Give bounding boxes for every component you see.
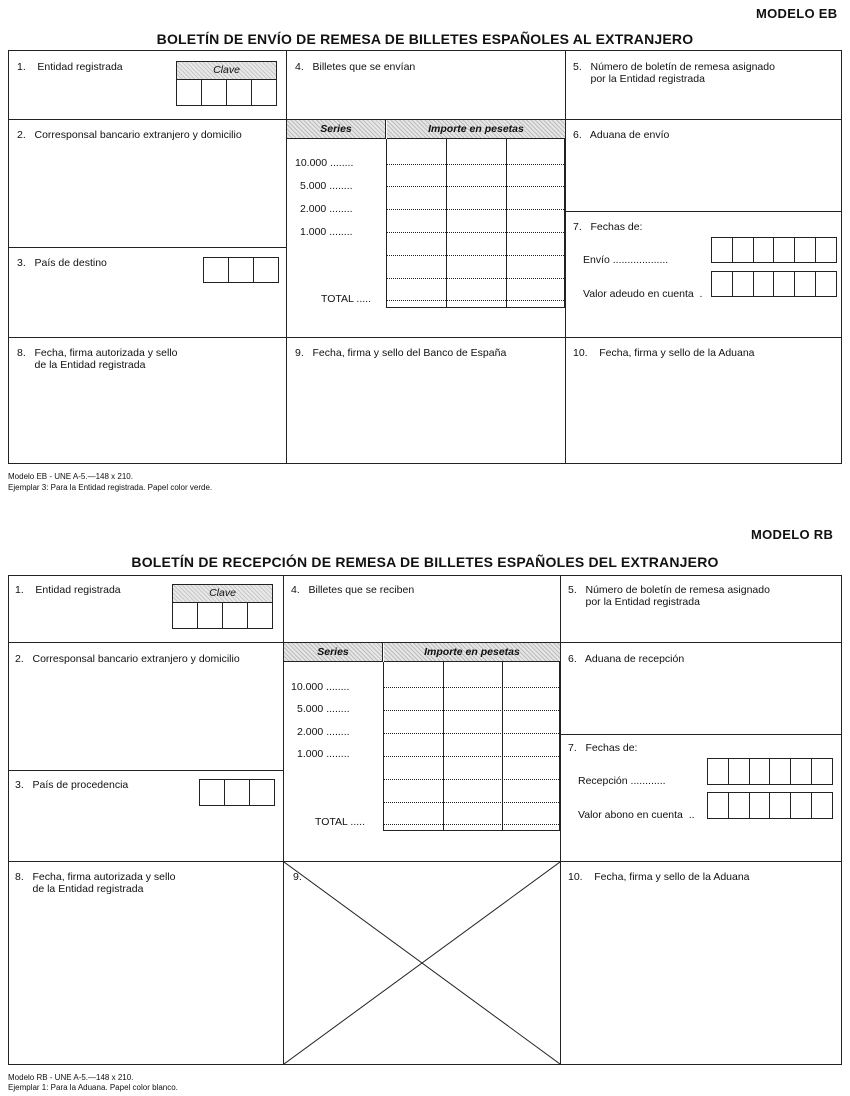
eb-series-5000: 5.000 ........ — [300, 180, 353, 192]
eb-field-10-label: 10. Fecha, firma y sello de la Aduana — [573, 347, 755, 359]
eb-field-1-label: 1. Entidad registrada — [17, 61, 123, 73]
eb-field-7-label: 7. Fechas de: — [573, 221, 643, 233]
eb-series-total: TOTAL ..... — [321, 293, 371, 305]
rb-importe-header: Importe en pesetas — [384, 643, 560, 662]
rb-field-9-cross — [284, 862, 560, 1064]
eb-field-3-label: 3. País de destino — [17, 257, 107, 269]
rb-clave-box[interactable] — [172, 584, 273, 629]
eb-clave-header: Clave — [177, 62, 276, 80]
eb-footnote-1: Modelo EB - UNE A-5.—148 x 210. — [8, 472, 133, 481]
rb-field-3-label: 3. País de procedencia — [15, 779, 129, 791]
rb-field-1-label: 1. Entidad registrada — [15, 584, 121, 596]
eb-date-valor-label: Valor adeudo en cuenta . — [583, 288, 703, 300]
rb-form-title: BOLETÍN DE RECEPCIÓN DE REMESA DE BILLETES ESPAÑOLES DEL EXTRANJERO — [131, 554, 719, 570]
modelo-rb-label: MODELO RB — [751, 527, 834, 542]
rb-series-5000: 5.000 ........ — [297, 703, 350, 715]
rb-footnote-2: Ejemplar 1: Para la Aduana. Papel color blanco. — [8, 1083, 178, 1092]
rb-date-recepcion-boxes[interactable] — [707, 758, 833, 785]
rb-series-total: TOTAL ..... — [315, 816, 365, 828]
eb-field-6-label: 6. Aduana de envío — [573, 129, 670, 141]
modelo-eb-label: MODELO EB — [756, 6, 838, 21]
eb-field-2-label: 2. Corresponsal bancario extranjero y domicilio — [17, 129, 242, 141]
rb-field-10-label: 10. Fecha, firma y sello de la Aduana — [568, 871, 750, 883]
rb-field-6-label: 6. Aduana de recepción — [568, 653, 685, 665]
eb-field-8-label: 8. Fecha, firma autorizada y sello de la Entidad registrada — [17, 347, 178, 371]
eb-series-header: Series — [287, 120, 386, 139]
rb-field-8-label: 8. Fecha, firma autorizada y sello de la Entidad registrada — [15, 871, 176, 895]
rb-clave-header: Clave — [173, 585, 272, 603]
eb-series-10000: 10.000 ........ — [295, 157, 354, 169]
rb-series-2000: 2.000 ........ — [297, 726, 350, 738]
eb-date-envio-boxes[interactable] — [711, 237, 837, 263]
rb-field-2-label: 2. Corresponsal bancario extranjero y domicilio — [15, 653, 240, 665]
eb-field-5-label: 5. Número de boletín de remesa asignado por la Entidad registrada — [573, 61, 775, 85]
eb-form — [8, 50, 842, 464]
rb-date-valor-boxes[interactable] — [707, 792, 833, 819]
rb-form — [8, 575, 842, 1065]
eb-pais-boxes[interactable] — [203, 257, 279, 283]
rb-field-7-label: 7. Fechas de: — [568, 742, 638, 754]
eb-importe-header: Importe en pesetas — [387, 120, 565, 139]
rb-pais-boxes[interactable] — [199, 779, 275, 806]
eb-date-valor-boxes[interactable] — [711, 271, 837, 297]
eb-field-9-label: 9. Fecha, firma y sello del Banco de España — [295, 347, 507, 359]
rb-series-1000: 1.000 ........ — [297, 748, 350, 760]
eb-series-1000: 1.000 ........ — [300, 226, 353, 238]
eb-form-title: BOLETÍN DE ENVÍO DE REMESA DE BILLETES ESPAÑOLES AL EXTRANJERO — [156, 31, 694, 47]
eb-field-4-label: 4. Billetes que se envían — [295, 61, 416, 73]
eb-clave-box[interactable] — [176, 61, 277, 106]
rb-date-valor-label: Valor abono en cuenta .. — [578, 809, 695, 821]
rb-field-4-label: 4. Billetes que se reciben — [291, 584, 415, 596]
eb-date-envio-label: Envío ................... — [583, 254, 669, 266]
eb-series-2000: 2.000 ........ — [300, 203, 353, 215]
rb-field-9-label: 9. — [293, 871, 302, 883]
rb-field-5-label: 5. Número de boletín de remesa asignado por la Entidad registrada — [568, 584, 770, 608]
rb-series-header: Series — [284, 643, 383, 662]
rb-date-recepcion-label: Recepción ............ — [578, 775, 666, 787]
eb-footnote-2: Ejemplar 3: Para la Entidad registrada. Papel color verde. — [8, 483, 213, 492]
rb-footnote-1: Modelo RB - UNE A-5.—148 x 210. — [8, 1073, 134, 1082]
rb-series-10000: 10.000 ........ — [291, 681, 350, 693]
